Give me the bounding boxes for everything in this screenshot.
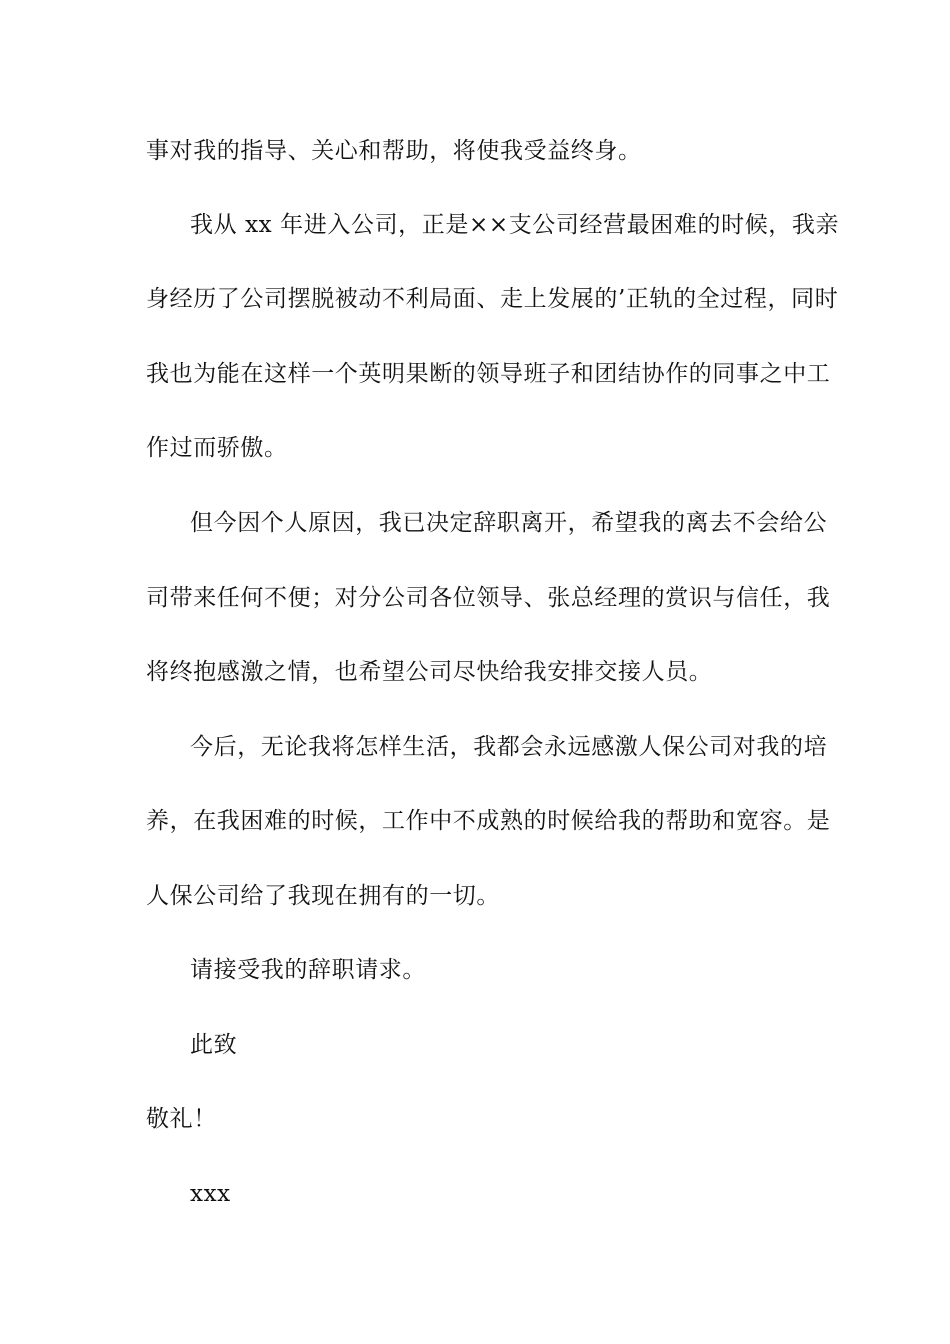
text-line-7: 司带来任何不便；对分公司各位领导、张总经理的赏识与信任，我	[146, 585, 831, 611]
text-line-3: 身经历了公司摆脱被动不利局面、走上发展的’正轨的全过程，同时	[146, 286, 839, 312]
text-line-5: 作过而骄傲。	[146, 435, 288, 461]
text-line-13: 此致	[190, 1032, 238, 1058]
text-line-1: 事对我的指导、关心和帮助，将使我受益终身。	[146, 138, 642, 164]
text-line-12: 请接受我的辞职请求。	[190, 957, 426, 983]
text-line-14: 敬礼！	[146, 1106, 217, 1132]
text-line-15: xxx	[190, 1181, 231, 1207]
text-line-10: 养，在我困难的时候，工作中不成熟的时候给我的帮助和宽容。是	[146, 808, 831, 834]
text-line-4: 我也为能在这样一个英明果断的领导班子和团结协作的同事之中工	[146, 361, 831, 387]
text-line-2: 我从 xx 年进入公司，正是××支公司经营最困难的时候，我亲	[190, 212, 840, 238]
text-line-6: 但今因个人原因，我已决定辞职离开，希望我的离去不会给公	[190, 510, 828, 536]
text-line-11: 人保公司给了我现在拥有的一切。	[146, 883, 500, 909]
text-line-9: 今后，无论我将怎样生活，我都会永远感激人保公司对我的培	[190, 734, 828, 760]
text-line-8: 将终抱感激之情，也希望公司尽快给我安排交接人员。	[146, 659, 713, 685]
